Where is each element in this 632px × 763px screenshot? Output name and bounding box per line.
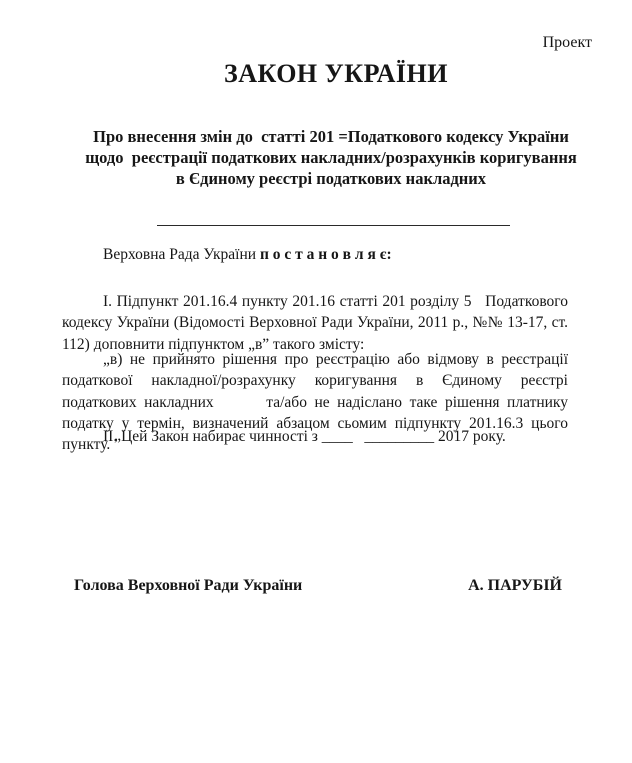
paragraph-section-2: ІІ. Цей Закон набирає чинності з ____ _________ 2017 року.	[103, 428, 506, 445]
signature-name: А. ПАРУБІЙ	[468, 577, 562, 594]
separator-line	[157, 225, 510, 226]
resolution-prefix: Верховна Рада України	[103, 246, 257, 263]
law-subtitle	[70, 126, 592, 189]
project-label: Проект	[542, 34, 592, 51]
resolution-clause	[62, 244, 568, 265]
subtitle-line-1: Про внесення змін до статті 201 =Податкового кодексу України	[93, 127, 569, 146]
paragraph-section-1: І. Підпункт 201.16.4 пункту 201.16 статті 201 розділу 5 Податкового кодексу України (Відомості Верховної Ради України, 2011 р., №№ 13-17, ст. 112) доповнити підпунктом „в” такого змісту:	[62, 293, 568, 353]
resolution-verb: п о с т а н о в л я є:	[259, 246, 392, 263]
paragraph-subpoint-v: „в) не прийнято рішення про реєстрацію або відмову в реєстрації податкової накладної/розрахунку коригування в Єдиному реєстрі податкових накладних та/або не надіслано таке рішення платнику податку у термін, визначений абзацом сьомим підпункту 201.16.3 цього пункту. ”	[62, 351, 568, 454]
subtitle-line-3: в Єдиному реєстрі податкових накладних	[175, 169, 487, 188]
signature-position: Голова Верховної Ради України	[74, 577, 303, 594]
signature-block	[74, 577, 562, 595]
law-title: ЗАКОН УКРАЇНИ	[224, 59, 448, 88]
subtitle-line-2: щодо реєстрації податкових накладних/розрахунків коригування	[85, 148, 577, 167]
